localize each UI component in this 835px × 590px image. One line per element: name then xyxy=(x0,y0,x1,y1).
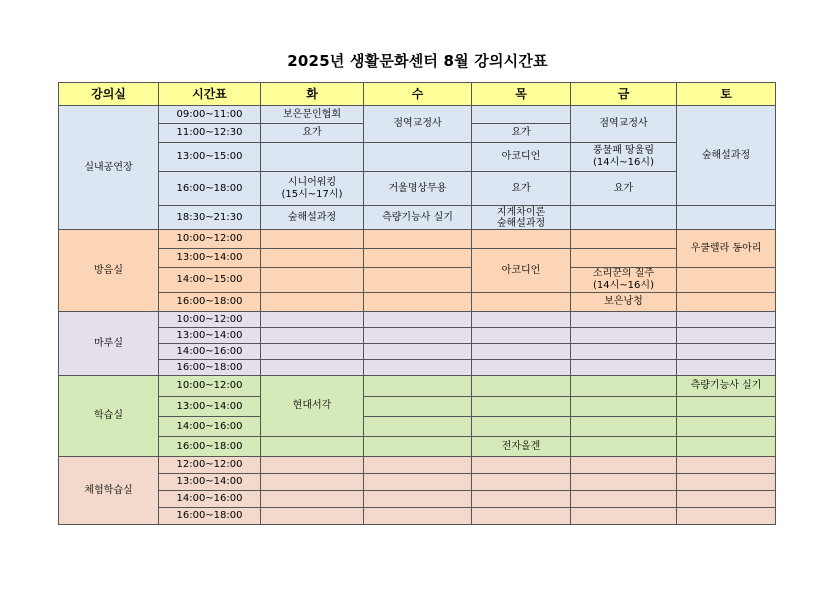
class-cell xyxy=(261,312,364,328)
class-cell xyxy=(571,437,677,457)
class-cell xyxy=(571,417,677,437)
class-cell xyxy=(261,360,364,376)
time-slot: 18:30~21:30 xyxy=(159,206,261,230)
table-row xyxy=(59,457,776,474)
time-slot: 16:00~18:00 xyxy=(159,172,261,206)
class-cell: 아코디언 xyxy=(472,249,571,293)
class-cell xyxy=(261,508,364,525)
room-label: 방음실 xyxy=(59,230,159,312)
class-cell xyxy=(472,397,571,417)
class-cell xyxy=(261,249,364,268)
table-row xyxy=(59,230,776,249)
class-cell xyxy=(571,508,677,525)
class-cell xyxy=(261,328,364,344)
room-label: 실내공연장 xyxy=(59,106,159,230)
class-cell xyxy=(472,230,571,249)
class-cell: 요가 xyxy=(261,124,364,143)
table-row xyxy=(59,397,776,417)
time-slot: 10:00~12:00 xyxy=(159,312,261,328)
class-cell xyxy=(472,376,571,397)
class-cell xyxy=(364,360,472,376)
class-cell xyxy=(364,328,472,344)
class-cell xyxy=(472,293,571,312)
class-cell: 보은낭청 xyxy=(571,293,677,312)
class-cell xyxy=(677,268,776,293)
class-cell xyxy=(571,206,677,230)
time-slot: 13:00~15:00 xyxy=(159,143,261,172)
col-header-tue: 화 xyxy=(261,83,364,106)
class-cell xyxy=(261,344,364,360)
class-cell: 소리꾼의 질주 (14시~16시) xyxy=(571,268,677,293)
class-cell: 거울명상무용 xyxy=(364,172,472,206)
class-cell xyxy=(571,474,677,491)
table-row xyxy=(59,344,776,360)
class-cell xyxy=(571,360,677,376)
class-cell xyxy=(677,457,776,474)
class-cell xyxy=(364,491,472,508)
class-cell xyxy=(677,206,776,230)
header-row xyxy=(59,83,776,106)
page-title: 2025년 생활문화센터 8월 강의시간표 xyxy=(287,52,548,70)
class-cell xyxy=(571,249,677,268)
time-slot: 09:00~11:00 xyxy=(159,106,261,124)
time-slot: 10:00~12:00 xyxy=(159,230,261,249)
class-cell xyxy=(261,491,364,508)
class-cell xyxy=(261,474,364,491)
class-cell xyxy=(571,328,677,344)
time-slot: 13:00~14:00 xyxy=(159,249,261,268)
time-slot: 13:00~14:00 xyxy=(159,328,261,344)
class-cell xyxy=(261,457,364,474)
time-slot: 14:00~15:00 xyxy=(159,268,261,293)
class-cell: 아코디언 xyxy=(472,143,571,172)
table-row xyxy=(59,376,776,397)
class-cell xyxy=(571,457,677,474)
table-row xyxy=(59,328,776,344)
class-cell xyxy=(364,474,472,491)
time-slot: 10:00~12:00 xyxy=(159,376,261,397)
table-row xyxy=(59,491,776,508)
table-row xyxy=(59,312,776,328)
timetable xyxy=(58,82,776,525)
class-cell xyxy=(364,230,472,249)
class-cell xyxy=(472,360,571,376)
class-cell xyxy=(472,106,571,124)
time-slot: 13:00~14:00 xyxy=(159,474,261,491)
table-row xyxy=(59,143,776,172)
time-slot: 14:00~16:00 xyxy=(159,344,261,360)
class-cell: 숲해설과정 xyxy=(677,106,776,206)
class-cell xyxy=(364,268,472,293)
class-cell: 요가 xyxy=(472,124,571,143)
class-cell: 점역교정사 xyxy=(571,106,677,143)
class-cell: 보은문인협회 xyxy=(261,106,364,124)
table-row xyxy=(59,249,776,268)
class-cell xyxy=(571,312,677,328)
time-slot: 13:00~14:00 xyxy=(159,397,261,417)
class-cell xyxy=(571,230,677,249)
time-slot: 16:00~18:00 xyxy=(159,437,261,457)
class-cell xyxy=(364,312,472,328)
class-cell xyxy=(261,437,364,457)
class-cell xyxy=(571,376,677,397)
class-cell xyxy=(677,417,776,437)
table-row xyxy=(59,474,776,491)
class-cell xyxy=(472,312,571,328)
class-cell xyxy=(364,249,472,268)
class-cell xyxy=(677,437,776,457)
room-label: 체험학습실 xyxy=(59,457,159,525)
room-label: 마루실 xyxy=(59,312,159,376)
class-cell xyxy=(364,508,472,525)
class-cell xyxy=(677,344,776,360)
class-cell xyxy=(261,268,364,293)
class-cell xyxy=(261,230,364,249)
class-cell: 우쿨렐라 동아리 xyxy=(677,230,776,268)
class-cell xyxy=(364,437,472,457)
table-row xyxy=(59,293,776,312)
class-cell: 요가 xyxy=(571,172,677,206)
class-cell xyxy=(677,328,776,344)
class-cell xyxy=(571,491,677,508)
table-row xyxy=(59,268,776,293)
time-slot: 14:00~16:00 xyxy=(159,491,261,508)
class-cell xyxy=(472,417,571,437)
class-cell: 지게차이론 숲해설과정 xyxy=(472,206,571,230)
class-cell xyxy=(571,397,677,417)
class-cell xyxy=(472,328,571,344)
class-cell xyxy=(472,508,571,525)
class-cell xyxy=(472,474,571,491)
table-row xyxy=(59,206,776,230)
room-label: 학습실 xyxy=(59,376,159,457)
class-cell xyxy=(472,491,571,508)
class-cell: 숲해설과정 xyxy=(261,206,364,230)
class-cell xyxy=(364,143,472,172)
table-row xyxy=(59,360,776,376)
class-cell: 전자올겐 xyxy=(472,437,571,457)
class-cell xyxy=(261,293,364,312)
col-header-time: 시간표 xyxy=(159,83,261,106)
class-cell: 풍물패 땅울림 (14시~16시) xyxy=(571,143,677,172)
table-row xyxy=(59,106,776,124)
class-cell xyxy=(472,344,571,360)
class-cell xyxy=(677,508,776,525)
col-header-sat: 토 xyxy=(677,83,776,106)
class-cell xyxy=(364,344,472,360)
time-slot: 14:00~16:00 xyxy=(159,417,261,437)
class-cell xyxy=(677,474,776,491)
class-cell xyxy=(364,293,472,312)
class-cell: 점역교정사 xyxy=(364,106,472,143)
class-cell xyxy=(677,397,776,417)
time-slot: 16:00~18:00 xyxy=(159,293,261,312)
col-header-room: 강의실 xyxy=(59,83,159,106)
class-cell: 요가 xyxy=(472,172,571,206)
class-cell xyxy=(261,143,364,172)
class-cell: 현대서각 xyxy=(261,376,364,437)
class-cell xyxy=(571,344,677,360)
time-slot: 11:00~12:30 xyxy=(159,124,261,143)
class-cell xyxy=(364,417,472,437)
class-cell: 시니어워킹 (15시~17시) xyxy=(261,172,364,206)
class-cell xyxy=(364,397,472,417)
table-row xyxy=(59,508,776,525)
time-slot: 12:00~12:00 xyxy=(159,457,261,474)
table-row xyxy=(59,417,776,437)
class-cell xyxy=(677,491,776,508)
class-cell: 측량기능사 실기 xyxy=(364,206,472,230)
time-slot: 16:00~18:00 xyxy=(159,360,261,376)
class-cell xyxy=(364,457,472,474)
class-cell xyxy=(472,457,571,474)
class-cell xyxy=(677,293,776,312)
table-row xyxy=(59,172,776,206)
table-row xyxy=(59,437,776,457)
col-header-wed: 수 xyxy=(364,83,472,106)
col-header-thu: 목 xyxy=(472,83,571,106)
col-header-fri: 금 xyxy=(571,83,677,106)
class-cell xyxy=(677,312,776,328)
class-cell: 측량기능사 실기 xyxy=(677,376,776,397)
class-cell xyxy=(364,376,472,397)
class-cell xyxy=(677,360,776,376)
time-slot: 16:00~18:00 xyxy=(159,508,261,525)
